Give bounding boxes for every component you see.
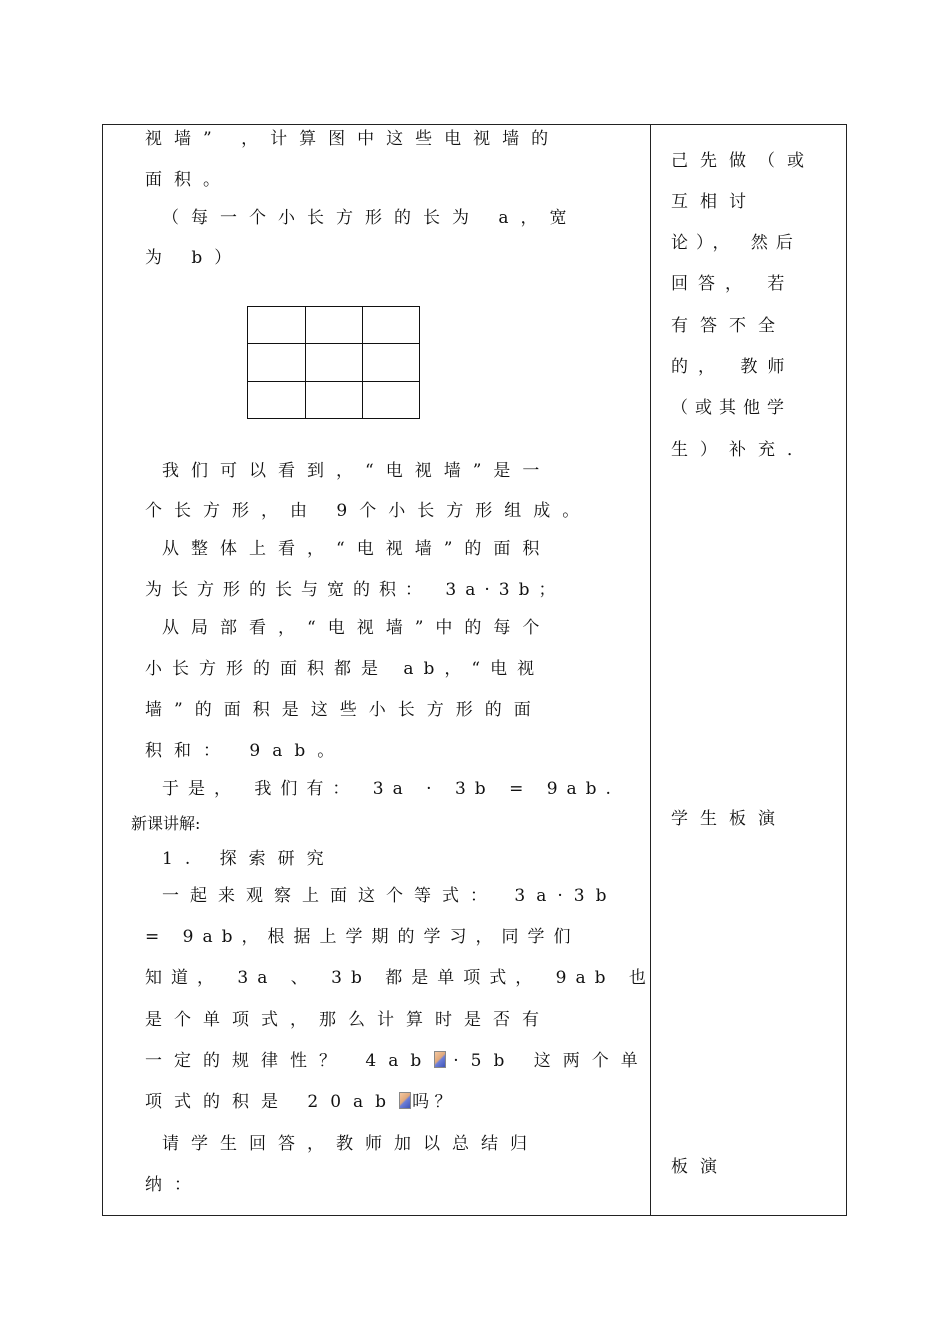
text-line-with-image [145,1051,650,1071]
side-text-line: 己先做（或 [671,151,816,171]
grid-line [248,343,419,344]
side-text-line: 板演 [671,1157,729,1177]
text-line: 从局部看，“电视墙”中的每个 [162,618,552,638]
text-line: 为 b） [145,248,244,268]
text-line: 一起来观察上面这个等式： 3a·3b [162,886,618,906]
text-segment: 一定的规律性？ 4ab [145,1051,434,1071]
text-line: 视墙” ，计算图中这些电视墙的 [145,129,561,149]
text-line: 小长方形的面积都是 ab，“电视 [145,659,545,679]
grid-line [248,381,419,382]
text-line: 知道， 3a 、 3b 都是单项式， 9ab 也 [145,968,655,988]
text-line: 墙”的面积是这些小长方形的面 [145,700,543,720]
text-line: 纳： [145,1175,203,1195]
text-segment: ·5b 这两个单 [453,1051,650,1071]
text-line-with-image [145,1092,451,1112]
text-line: 个长方形，由 9个小长方形组成。 [145,501,592,521]
column-divider [650,124,651,1216]
text-line: 从整体上看，“电视墙”的面积 [162,539,552,559]
subsection-heading: 1. 探索研究 [162,849,336,869]
text-line: 是个单项式，那么计算时是否有 [145,1010,551,1030]
section-heading: 新课讲解: [131,814,201,833]
side-text-line: 回答， 若 [671,274,795,294]
text-line: 面积。 [145,170,232,190]
broken-image-icon [434,1051,446,1068]
grid-line [362,307,363,418]
text-line: 为长方形的长与宽的积： 3a·3b； [145,580,565,600]
text-line: （每一个小长方形的长为 a，宽 [162,208,579,228]
broken-image-icon [399,1092,411,1109]
text-line: 于是， 我们有： 3a · 3b = 9ab. [162,779,620,799]
side-text-line: 论）， 然后 [671,233,801,253]
text-line: = 9ab，根据上学期的学习，同学们 [145,927,580,947]
side-text-line: 学生板演 [671,809,787,829]
text-line: 请学生回答，教师加以总结归 [162,1134,539,1154]
grid-line [305,307,306,418]
text-line: 积和： 9ab。 [145,741,347,761]
side-text-line: （或其他学 [671,398,791,418]
tv-wall-figure [247,306,420,419]
side-text-line: 有答不全 [671,316,787,336]
side-text-line: 互相讨 [671,192,758,212]
text-line: 我们可以看到，“电视墙”是一 [162,461,552,481]
side-text-line: 的， 教师 [671,357,795,377]
text-segment: 项式的积是 20ab [145,1092,399,1112]
side-text-line: 生）补充． [671,440,816,460]
text-segment: 吗 ？ [412,1092,452,1112]
